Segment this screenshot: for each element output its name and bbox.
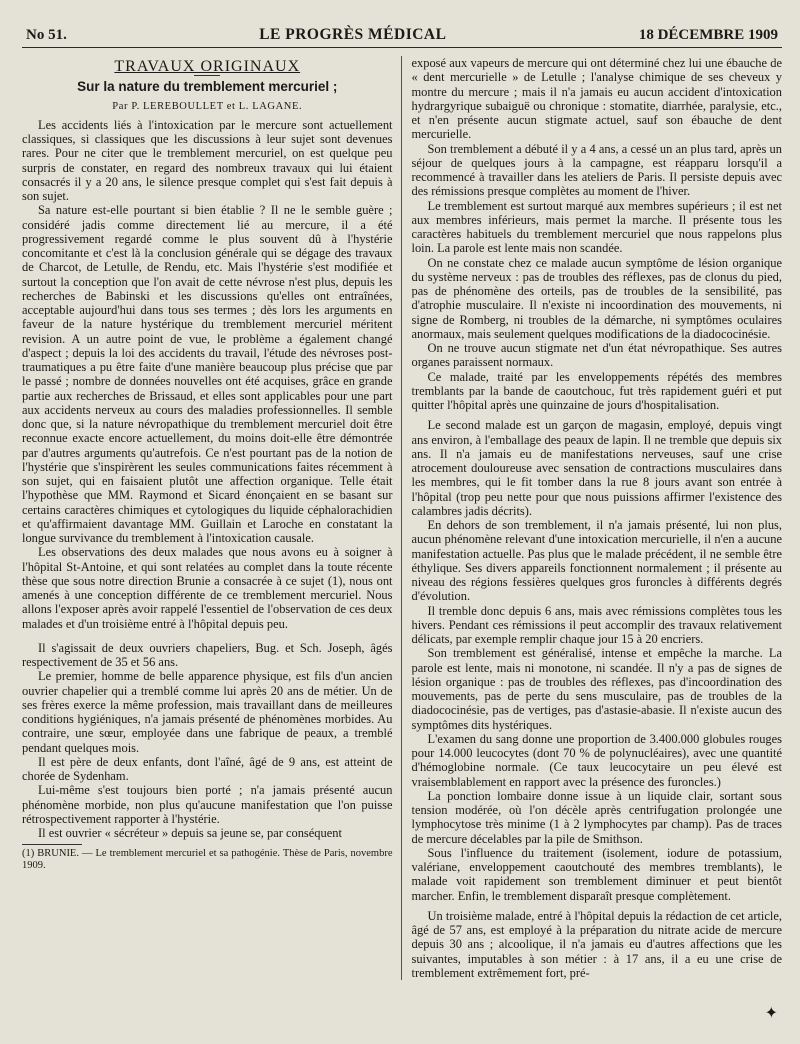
paragraph: Il tremble donc depuis 6 ans, mais avec rémissions complètes tous les hivers. Pendant ces rémissions il peut accomplir des travaux relativement délicats, par exemple remplir chaque jour 15 à 20 encriers. [411, 603, 782, 646]
paragraph: exposé aux vapeurs de mercure qui ont déterminé chez lui une ébauche de « dent mercurielle » de Letulle ; l'analyse chimique de ses cheveux y montre du mercure ; mais il n'a jamais eu aucun accident d'intoxication hydrargyrique subaiguë ou chronique : stomatite, diarrhée, paralysie, etc., et n'en présente aucun stigmate actuel, sauf son ébauche de dent mercurielle. [411, 56, 782, 142]
issue-date: 18 DÉCEMBRE 1909 [638, 27, 778, 43]
paragraph: Les observations des deux malades que nous avons eu à soigner à l'hôpital St-Antoine, et qui sont relatées au complet dans la toute récente thèse que sous notre direction Brunie a consacrée à ce sujet (1), nous ont amenés à une conception différente de ce tremblement mercuriel. Nous allons l'exposer après avoir rappelé l'essentiel de l'observation de ces deux malades et d'un troisième entré à l'hôpital depuis peu. [22, 545, 393, 631]
text-columns [22, 56, 782, 980]
paragraph: Son tremblement est généralisé, intense et empêche la marche. La parole est lente, mais ni monotone, ni scandée. Il n'y a pas de signes de lésion organique : pas de troubles des réflexes, pas d'incoordination des mouvements, pas de perte du sens musculaire, pas de troubles de la diadococinésie, pas de vertiges, pas d'astasie-abasie. Il n'existe aucun des symptômes dits hystériques. [411, 646, 782, 732]
paragraph: L'examen du sang donne une proportion de 3.400.000 globules rouges pour 14.000 leucocytes (dont 70 % de polynucléaires), avec une quantité d'hémoglobine normale. (Ce taux leucocytaire un peu élevé est vraisemblablement en rapport avec la présence des furoncles.) [411, 731, 782, 789]
paragraph: Lui-même s'est toujours bien porté ; n'a jamais présenté aucun phénomène morbide, non plus qu'aucune manifestation que l'on puisse rétrospectivement rapporter à l'hystérie. [22, 783, 393, 826]
paragraph: Le tremblement est surtout marqué aux membres supérieurs ; il est net aux membres inférieurs, mais permet la marche. Il présente tous les caractères habituels du tremblement mercuriel que nous rappelons plus loin. La parole est lente mais non scandée. [411, 198, 782, 256]
footnote: (1) BRUNIE. — Le tremblement mercuriel et sa pathogénie. Thèse de Paris, novembre 1909. [22, 848, 393, 872]
right-column [412, 56, 783, 980]
paragraph: Sa nature est-elle pourtant si bien établie ? Il ne le semble guère ; considéré jadis comme directement lié au mercure, il a été progressivement regardé comme le plus souvent dû à l'hystérie concomitante et c'est là la conclusion générale qui se dégage des travaux de Charcot, de Letulle, de Rendu, etc. Mais l'hystérie s'est modifiée et surtout la conception que l'on avait de cette névrose n'est plus, depuis les recherches de Babinski et les discussions qu'elles ont entraînées, acceptable aujourd'hui dans tous ses termes ; dès lors les arguments en faveur de la nature hystérique du tremblement mercuriel méritent revision. A un autre point de vue, le problème a également changé d'aspect ; depuis la loi des accidents du travail, l'étude des névroses post-traumatiques a pu être faite d'une manière beaucoup plus précise que par le passé ; nombre de données nouvelles ont été acquises, grâce en grande partie aux recherches de Brissaud, et elles sont applicables pour une part aux accidents nerveux au cours des maladies professionnelles. Il semble donc que, si la nature névropathique du tremblement mercuriel doit être reconnue exacte encore actuellement, du moins doit-elle être démontrée par d'autres arguments qu'autrefois. Ce n'est pourtant pas de la notion de l'hystérie que s'inspirèrent les seules communications faites récemment à son sujet, qui en faisaient plutôt une affection organique. Telle était l'hypothèse que MM. Raymond et Sicard énonçaient en se basant sur certains caractères chimiques et cytologiques du liquide céphalorachidien et qu'affirmaient davantage MM. Guillain et Laroche en constatant la longue survivance du tremblement à l'intoxication causale. [22, 203, 393, 545]
paragraph: Il s'agissait de deux ouvriers chapeliers, Bug. et Sch. Joseph, âgés respectivement de 35 et 56 ans. [22, 640, 393, 669]
printer-mark-icon: ✦ [764, 1003, 778, 1022]
paragraph: Il est ouvrier « sécréteur » depuis sa jeune se, par conséquent [38, 826, 342, 840]
paragraph: On ne constate chez ce malade aucun symptôme de lésion organique du système nerveux : pas de troubles des réflexes, pas de clonus du pied, pas de phénomène des orteils, pas de troubles de la sensibilité, pas d'atrophie musculaire. Il n'existe ni incoordination des mouvements, ni signe de Romberg, ni troubles de la démarche, ni symptômes oculaires anormaux, mais seulement quelques modifications de la diadococinésie. [411, 255, 782, 341]
heading-rule [194, 75, 220, 76]
left-column [22, 56, 402, 980]
paragraph: On ne trouve aucun stigmate net d'un état névropathique. Ses autres organes paraissent normaux. [411, 341, 782, 370]
article-byline: Par P. LEREBOULLET et L. LAGANE. [112, 100, 303, 112]
paragraph: Le second malade est un garçon de magasin, employé, depuis vingt ans environ, à l'emballage des peaux de lapin. Il ne tremble que depuis six ans. Il n'a jamais eu de manifestations nerveuses, sauf une crise atrocement douloureuse avec sensation de contractions musculaires dans les membres, qui le fit tomber dans la rue 8 jours avant son entrée à l'hôpital (trop peu nette pour que nous puissions affirmer l'existence des calambres jadis décrits). [411, 418, 782, 518]
paragraph: Il est père de deux enfants, dont l'aîné, âgé de 9 ans, est atteint de chorée de Sydenham. [22, 754, 393, 783]
paragraph: Ce malade, traité par les enveloppements répétés des membres tremblants par la bande de caoutchouc, fut très rapidement guéri et put quitter l'hôpital après une quinzaine de jours d'hospitalisation. [411, 369, 782, 412]
paragraph: Un troisième malade, entré à l'hôpital depuis la rédaction de cet article, âgé de 57 ans, est employé à la préparation du nitrate acide de mercure depuis 30 ans ; alcoolique, il n'a jamais eu d'autres affections que les suivantes, imputables à son métier : à 17 ans, il a eu une crise de tremblement extrêmement fort, pré- [411, 908, 782, 980]
paragraph: Le premier, homme de belle apparence physique, est fils d'un ancien ouvrier chapelier qui a tremblé comme lui après 20 ans de métier. Un de ses frères exerce la même profession, mais travaillant dans de meilleures conditions hygiéniques, n'a jamais présenté de phénomènes morbides. Au contraire, une sœur, employée dans une fabrique de peaux, a tremblé pendant quelques mois. [22, 669, 393, 755]
journal-title: LE PROGRÈS MÉDICAL [259, 26, 447, 43]
paragraph: La ponction lombaire donne issue à un liquide clair, sortant sous tension modérée, où l'on décèle après centrifugation prolongée une lymphocytose très minime (1 à 2 lymphocytes par champ). Pas de traces de mercure décelables par la pile de Smithson. [411, 788, 782, 846]
paragraph: Son tremblement a débuté il y a 4 ans, a cessé un an plus tard, après un séjour de quelques jours à la campagne, est réapparu lorsqu'il a recommencé à travailler dans les ateliers de Paris. Il persiste depuis avec des rémissions presque complètes au moment de l'hiver. [411, 141, 782, 199]
paragraph: Les accidents liés à l'intoxication par le mercure sont actuellement classiques, si classiques que les discussions à leur sujet sont devenues rares. Pour ne citer que le tremblement mercuriel, on est quelque peu surpris de constater, en regard des nombreux travaux qui lui étaient consacrés il y a 20 ans, le silence presque complet qui s'est fait depuis à son sujet. [22, 117, 393, 203]
issue-number: No 51. [26, 27, 67, 43]
paragraph: En dehors de son tremblement, il n'a jamais présenté, lui non plus, aucun phénomène relevant d'une intoxication mercurielle, il n'en a aucune manifestation actuelle. Pas plus que le malade précédent, il ne semble être éthylique. Ses divers appareils fonctionnent normalement ; il présente au niveau des régions fessières quelques gros furoncles à différents degrés d'évolution. [411, 518, 782, 604]
paragraph: Sous l'influence du traitement (isolement, iodure de potassium, valériane, enveloppement caoutchouté des membres tremblants), le malade voit rapidement son tremblement diminuer et peut bientôt marcher. Enfin, le tremblement disparaît presque complètement. [411, 845, 782, 903]
footnote-rule [22, 844, 82, 845]
running-head [22, 26, 782, 48]
section-heading: TRAVAUX ORIGINAUX [114, 58, 301, 75]
article-title: Sur la nature du tremblement mercuriel ; [77, 79, 338, 95]
